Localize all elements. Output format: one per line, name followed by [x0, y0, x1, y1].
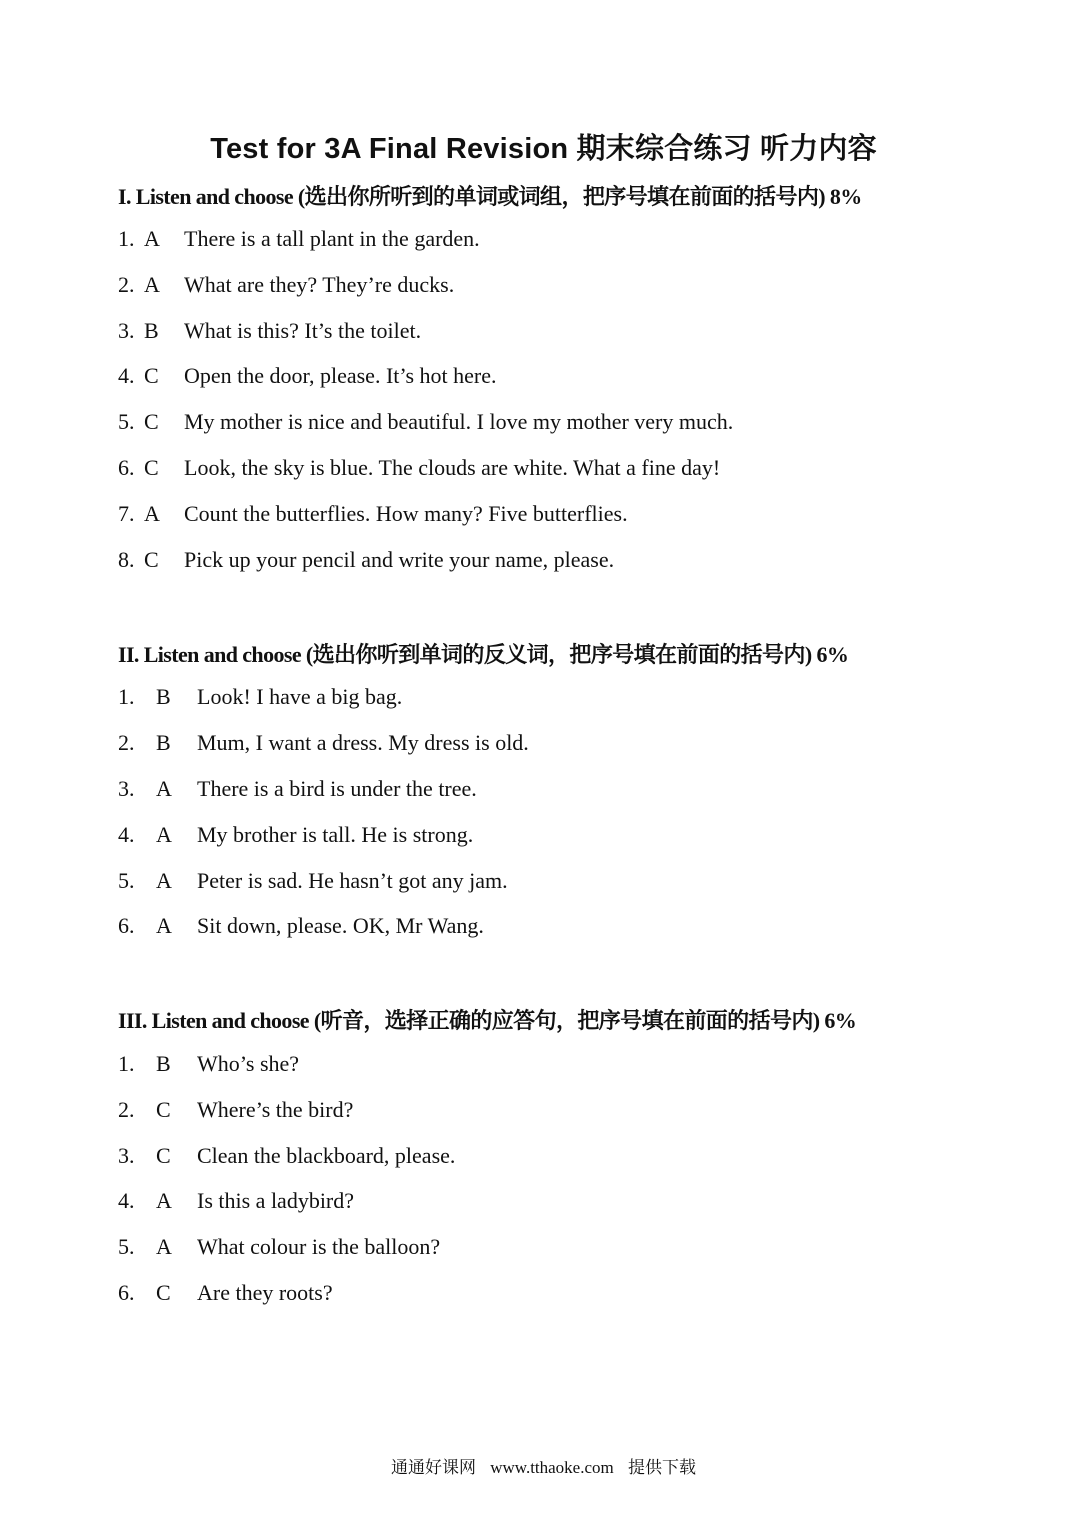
item-number: 2.: [118, 730, 135, 755]
list-item: [118, 499, 628, 529]
item-number: 1.: [118, 684, 135, 709]
footer-site-name: 通通好课网: [390, 1458, 476, 1477]
list-item: [118, 545, 614, 575]
item-text: Sit down, please. OK, Mr Wang.: [197, 913, 484, 938]
list-item: [118, 361, 497, 391]
item-answer: A: [156, 913, 172, 938]
item-text: Peter is sad. He hasn’t got any jam.: [197, 868, 508, 893]
item-number: 5.: [118, 868, 135, 893]
item-answer: C: [156, 1143, 171, 1168]
item-text: Who’s she?: [197, 1051, 300, 1076]
item-text: Where’s the bird?: [197, 1097, 354, 1122]
item-number: 6.: [118, 1280, 135, 1305]
item-number: 3.: [118, 776, 135, 801]
item-text: What colour is the balloon?: [197, 1234, 441, 1259]
item-text: Mum, I want a dress. My dress is old.: [197, 730, 529, 755]
item-text: Look! I have a big bag.: [197, 684, 403, 709]
item-text: Are they roots?: [197, 1280, 333, 1305]
item-text: My mother is nice and beautiful. I love my mother very much.: [184, 409, 734, 434]
item-text: My brother is tall. He is strong.: [197, 822, 474, 847]
item-number: 4.: [118, 1188, 135, 1213]
list-item: [118, 1141, 455, 1171]
item-text: There is a tall plant in the garden.: [184, 226, 480, 251]
item-answer: C: [144, 547, 159, 572]
item-number: 8.: [118, 547, 135, 572]
item-number: 7.: [118, 501, 135, 526]
item-number: 6.: [118, 455, 135, 480]
page-footer: [0, 1453, 1087, 1478]
item-number: 1.: [118, 226, 135, 251]
item-number: 6.: [118, 913, 135, 938]
list-item: [118, 1232, 440, 1262]
footer-note: 提供下载: [628, 1458, 697, 1477]
item-number: 2.: [118, 1097, 135, 1122]
item-text: What are they? They’re ducks.: [184, 272, 455, 297]
item-answer: A: [144, 272, 160, 297]
item-number: 2.: [118, 272, 135, 297]
item-number: 4.: [118, 363, 135, 388]
list-item: [118, 774, 477, 804]
item-answer: A: [144, 501, 160, 526]
item-text: Pick up your pencil and write your name, please.: [184, 547, 615, 572]
item-number: 1.: [118, 1051, 135, 1076]
list-item: [118, 453, 720, 483]
list-item: [118, 1049, 299, 1079]
item-number: 4.: [118, 822, 135, 847]
footer-url: www.tthaoke.com: [490, 1458, 614, 1477]
item-answer: B: [156, 1051, 171, 1076]
list-item: [118, 911, 484, 941]
item-text: Is this a ladybird?: [197, 1188, 355, 1213]
item-answer: C: [144, 363, 159, 388]
item-answer: B: [144, 318, 159, 343]
item-number: 3.: [118, 318, 135, 343]
list-item: [118, 682, 402, 712]
item-answer: C: [144, 409, 159, 434]
item-text: What is this? It’s the toilet.: [184, 318, 422, 343]
item-answer: A: [156, 1234, 172, 1259]
page-title: Test for 3A Final Revision 期末综合练习 听力内容: [210, 133, 877, 165]
list-item: [118, 407, 733, 437]
list-item: [118, 1186, 354, 1216]
item-answer: C: [156, 1097, 171, 1122]
item-answer: A: [144, 226, 160, 251]
list-item: [118, 1095, 353, 1125]
item-number: 5.: [118, 409, 135, 434]
section-1-heading: I. Listen and choose (选出你所听到的单词或词组，把序号填在前面的括号内) 8%: [118, 184, 862, 209]
item-answer: C: [144, 455, 159, 480]
list-item: [118, 316, 421, 346]
list-item: [118, 728, 529, 758]
item-text: Clean the blackboard, please.: [197, 1143, 456, 1168]
list-item: [118, 224, 480, 254]
item-text: Open the door, please. It’s hot here.: [184, 363, 497, 388]
list-item: [118, 270, 454, 300]
item-text: Count the butterflies. How many? Five butterflies.: [184, 501, 628, 526]
item-answer: C: [156, 1280, 171, 1305]
item-answer: A: [156, 776, 172, 801]
item-text: Look, the sky is blue. The clouds are white. What a fine day!: [184, 455, 721, 480]
item-answer: A: [156, 822, 172, 847]
item-text: There is a bird is under the tree.: [197, 776, 477, 801]
item-answer: B: [156, 684, 171, 709]
item-answer: B: [156, 730, 171, 755]
section-3-heading: III. Listen and choose (听音，选择正确的应答句，把序号填在前面的括号内) 6%: [118, 1008, 857, 1033]
item-number: 3.: [118, 1143, 135, 1168]
list-item: [118, 1278, 333, 1308]
item-answer: A: [156, 868, 172, 893]
list-item: [118, 866, 508, 896]
item-answer: A: [156, 1188, 172, 1213]
list-item: [118, 820, 473, 850]
section-2-heading: II. Listen and choose (选出你听到单词的反义词，把序号填在前面的括号内) 6%: [118, 642, 849, 667]
item-number: 5.: [118, 1234, 135, 1259]
